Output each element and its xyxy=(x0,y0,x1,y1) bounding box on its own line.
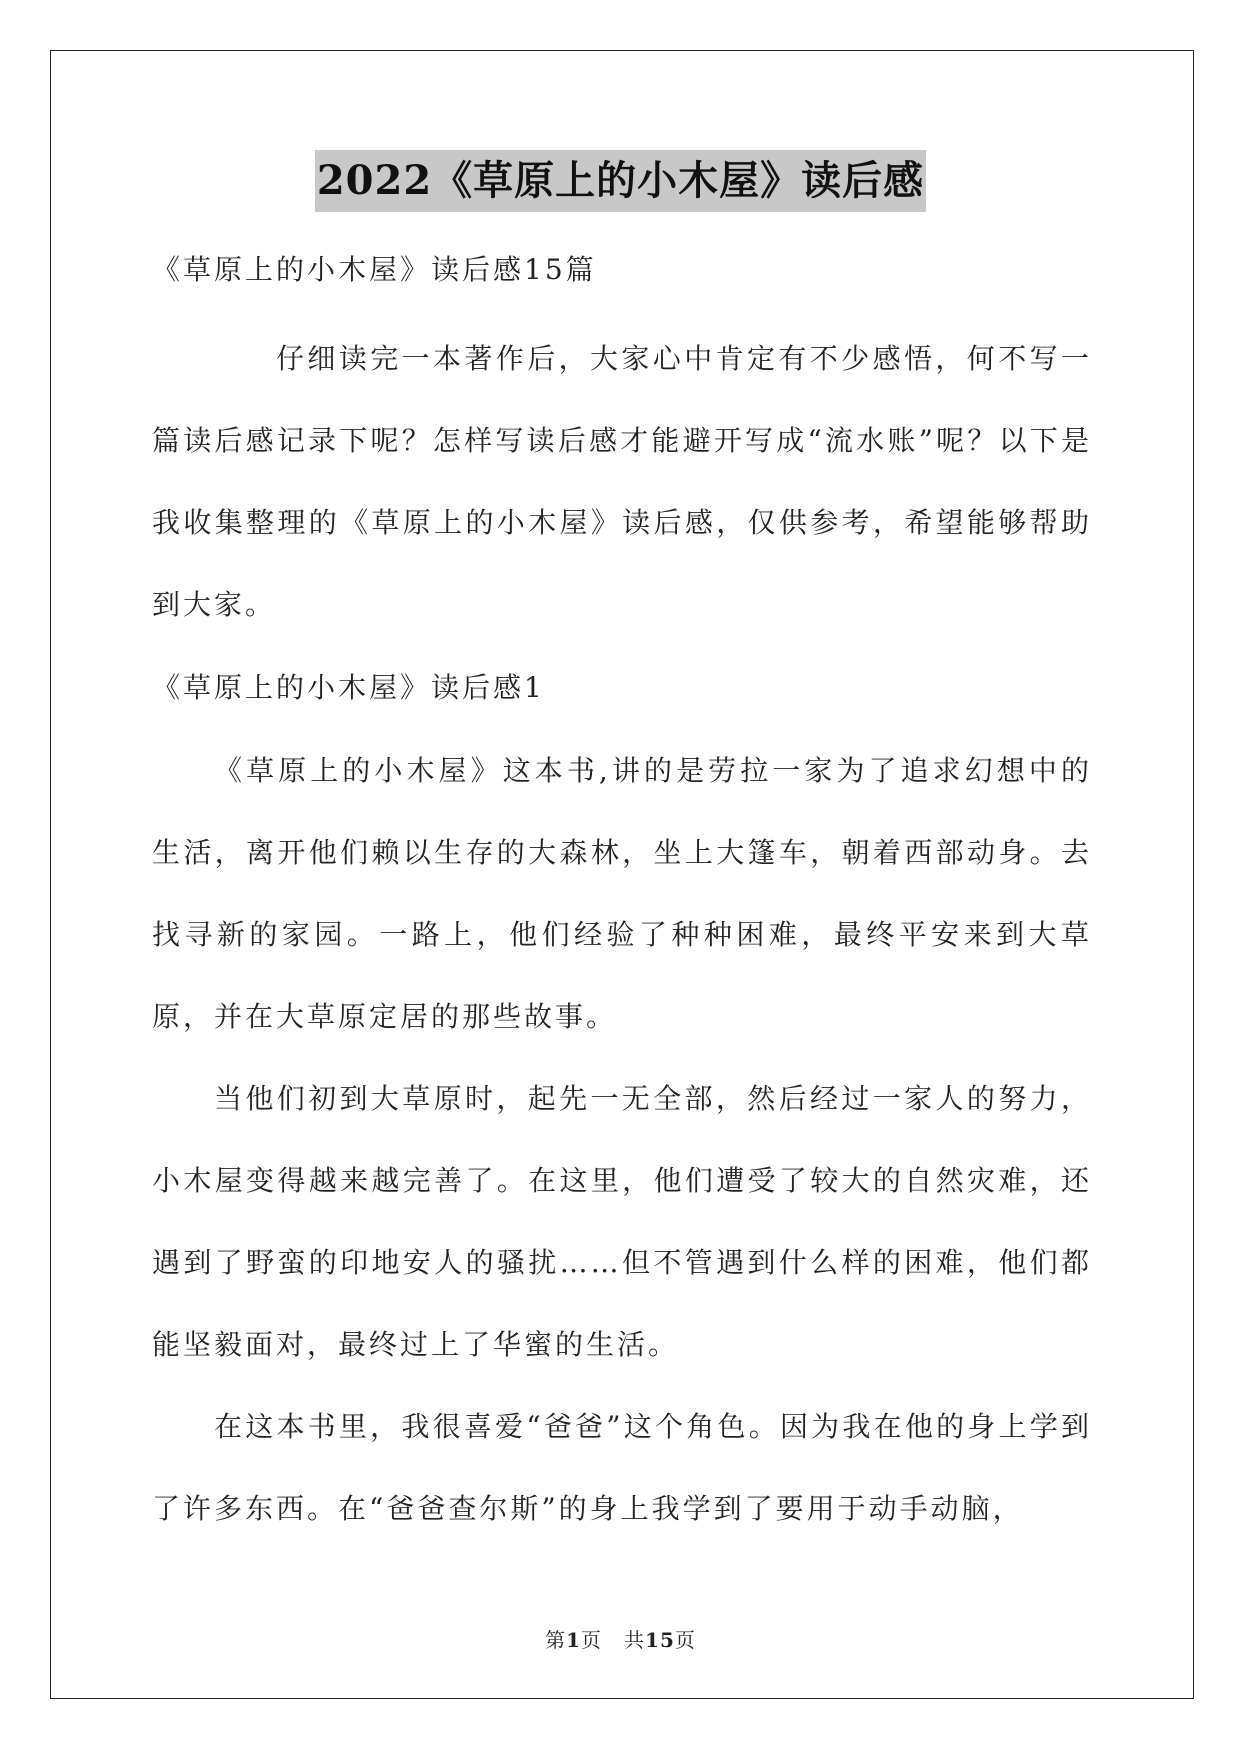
page-current: 1 xyxy=(566,1628,582,1652)
total-prefix: 共 xyxy=(624,1628,646,1652)
document-title: 2022《草原上的小木屋》读后感 xyxy=(315,150,926,212)
article-collection-heading: 《草原上的小木屋》读后感15篇 xyxy=(152,253,597,286)
page-total: 15 xyxy=(645,1628,675,1652)
intro-paragraph: 仔细读完一本著作后，大家心中肯定有不少感悟，何不写一篇读后感记录下呢？怎样写读后感才能避开写成“流水账”呢？以下是我收集整理的《草原上的小木屋》读后感，仅供参考，希望能够帮助到大家。 xyxy=(152,342,1092,621)
page-suffix: 页 xyxy=(581,1628,603,1652)
total-suffix: 页 xyxy=(674,1628,696,1652)
page-footer xyxy=(0,1624,1241,1653)
document-body xyxy=(152,250,1092,1550)
title-container xyxy=(0,150,1241,212)
page-prefix: 第 xyxy=(545,1628,567,1652)
section-heading: 《草原上的小木屋》读后感1 xyxy=(152,671,545,704)
body-paragraph-1: 《草原上的小木屋》这本书,讲的是劳拉一家为了追求幻想中的生活，离开他们赖以生存的大森林，坐上大篷车，朝着西部动身。去找寻新的家园。一路上，他们经验了种种困难，最终平安来到大草原，并在大草原定居的那些故事。 xyxy=(152,754,1092,1033)
body-paragraph-3: 在这本书里，我很喜爱“爸爸”这个角色。因为我在他的身上学到了许多东西。在“爸爸查尔斯”的身上我学到了要用于动手动脑， xyxy=(152,1410,1092,1525)
body-paragraph-2: 当他们初到大草原时，起先一无全部，然后经过一家人的努力，小木屋变得越来越完善了。在这里，他们遭受了较大的自然灾难，还遇到了野蛮的印地安人的骚扰……但不管遇到什么样的困难，他们都能坚毅面对，最终过上了华蜜的生活。 xyxy=(152,1082,1092,1361)
